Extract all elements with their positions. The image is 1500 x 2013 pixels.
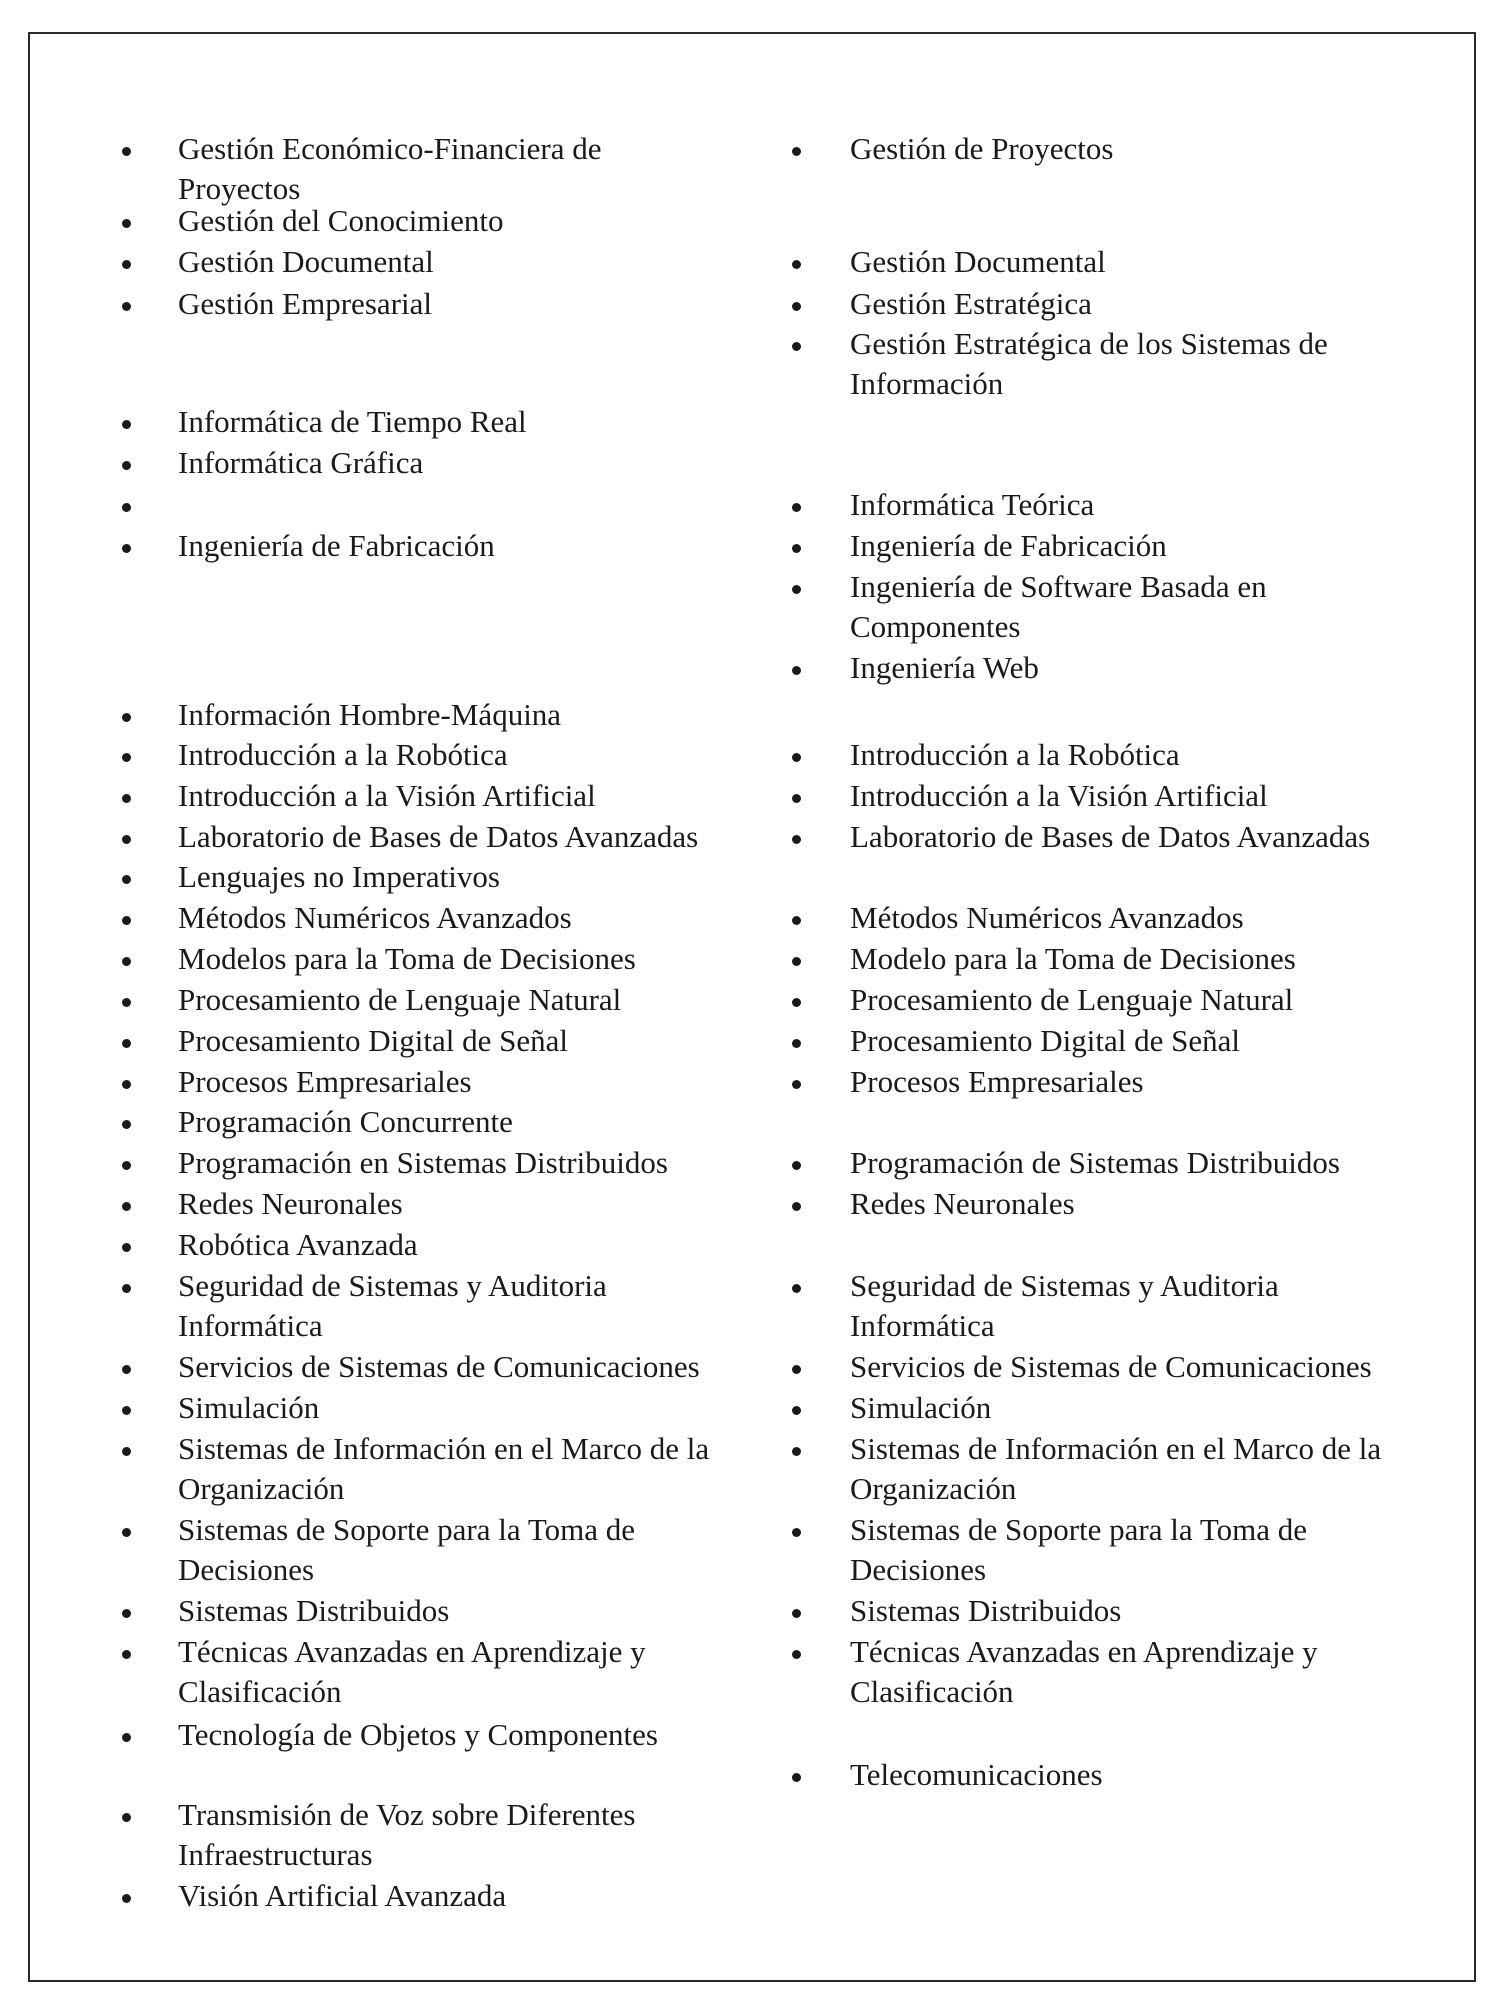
list-item: Tecnología de Objetos y Componentes xyxy=(178,1717,658,1752)
list-item: Laboratorio de Bases de Datos Avanzadas xyxy=(178,819,699,854)
bullet-icon xyxy=(122,302,131,311)
list-item: Gestión del Conocimiento xyxy=(178,203,504,238)
list-item: Procesamiento de Lenguaje Natural xyxy=(178,982,622,1017)
bullet-icon xyxy=(122,219,131,228)
bullet-icon xyxy=(122,998,131,1007)
list-item: Gestión Documental xyxy=(178,244,434,279)
bullet-icon xyxy=(792,1650,801,1659)
list-item: Ingeniería Web xyxy=(850,650,1039,685)
list-item: Servicios de Sistemas de Comunicaciones xyxy=(850,1349,1372,1384)
bullet-icon xyxy=(122,753,131,762)
bullet-icon xyxy=(122,260,131,269)
bullet-icon xyxy=(122,835,131,844)
bullet-icon xyxy=(122,1733,131,1742)
list-item: Métodos Numéricos Avanzados xyxy=(178,900,572,935)
list-item: Seguridad de Sistemas y Auditoria xyxy=(850,1268,1279,1303)
list-item: Servicios de Sistemas de Comunicaciones xyxy=(178,1349,700,1384)
bullet-icon xyxy=(792,1528,801,1537)
bullet-icon xyxy=(122,875,131,884)
bullet-icon xyxy=(792,666,801,675)
bullet-icon xyxy=(122,957,131,966)
list-item: Técnicas Avanzadas en Aprendizaje y xyxy=(850,1634,1318,1669)
bullet-icon xyxy=(122,1284,131,1293)
bullet-icon xyxy=(792,1202,801,1211)
bullet-icon xyxy=(792,794,801,803)
bullet-icon xyxy=(792,835,801,844)
list-item: Modelo para la Toma de Decisiones xyxy=(850,941,1296,976)
bullet-icon xyxy=(122,1120,131,1129)
bullet-icon xyxy=(122,1406,131,1415)
bullet-icon xyxy=(122,1528,131,1537)
bullet-icon xyxy=(122,461,131,470)
list-item: Redes Neuronales xyxy=(178,1186,403,1221)
bullet-icon xyxy=(792,998,801,1007)
bullet-icon xyxy=(122,1447,131,1456)
list-item: Introducción a la Visión Artificial xyxy=(850,778,1268,813)
bullet-icon xyxy=(122,503,131,512)
bullet-icon xyxy=(122,916,131,925)
list-item: Procesos Empresariales xyxy=(178,1064,472,1099)
bullet-icon xyxy=(792,1773,801,1782)
list-item: Gestión de Proyectos xyxy=(850,131,1114,166)
bullet-icon xyxy=(122,1080,131,1089)
list-item: Programación en Sistemas Distribuidos xyxy=(178,1145,668,1180)
bullet-icon xyxy=(792,1447,801,1456)
bullet-icon xyxy=(792,342,801,351)
list-item: Introducción a la Robótica xyxy=(850,737,1180,772)
list-item: Gestión Empresarial xyxy=(178,286,432,321)
list-item: Simulación xyxy=(850,1390,992,1425)
list-item: Clasificación xyxy=(850,1674,1014,1709)
bullet-icon xyxy=(122,1039,131,1048)
list-item: Gestión Estratégica xyxy=(850,286,1092,321)
list-item: Programación Concurrente xyxy=(178,1104,513,1139)
bullet-icon xyxy=(792,302,801,311)
list-item: Introducción a la Robótica xyxy=(178,737,508,772)
bullet-icon xyxy=(792,1365,801,1374)
list-item: Informática de Tiempo Real xyxy=(178,404,527,439)
list-item: Gestión Económico-Financiera de xyxy=(178,131,602,166)
list-item: Procesos Empresariales xyxy=(850,1064,1144,1099)
list-item: Informática Teórica xyxy=(850,487,1095,522)
list-item: Infraestructuras xyxy=(178,1837,373,1872)
bullet-icon xyxy=(792,1080,801,1089)
list-item: Introducción a la Visión Artificial xyxy=(178,778,596,813)
bullet-icon xyxy=(122,420,131,429)
list-item: Métodos Numéricos Avanzados xyxy=(850,900,1244,935)
list-item: Modelos para la Toma de Decisiones xyxy=(178,941,636,976)
list-item: Ingeniería de Software Basada en xyxy=(850,569,1267,604)
bullet-icon xyxy=(122,1202,131,1211)
bullet-icon xyxy=(792,1039,801,1048)
list-item: Visión Artificial Avanzada xyxy=(178,1878,507,1913)
bullet-icon xyxy=(122,1161,131,1170)
list-item: Sistemas de Soporte para la Toma de xyxy=(178,1512,635,1547)
list-item: Ingeniería de Fabricación xyxy=(178,528,495,563)
list-item: Informática xyxy=(178,1308,323,1343)
bullet-icon xyxy=(792,1609,801,1618)
bullet-icon xyxy=(122,713,131,722)
list-item: Información Hombre-Máquina xyxy=(178,697,562,732)
bullet-icon xyxy=(792,544,801,553)
list-item: Informática Gráfica xyxy=(178,445,424,480)
list-item: Seguridad de Sistemas y Auditoria xyxy=(178,1268,607,1303)
list-item: Procesamiento de Lenguaje Natural xyxy=(850,982,1294,1017)
bullet-icon xyxy=(122,1894,131,1903)
bullet-icon xyxy=(122,1365,131,1374)
list-item: Redes Neuronales xyxy=(850,1186,1075,1221)
list-item: Sistemas Distribuidos xyxy=(178,1593,450,1628)
bullet-icon xyxy=(122,1813,131,1822)
bullet-icon xyxy=(792,1161,801,1170)
bullet-icon xyxy=(792,1406,801,1415)
list-item: Programación de Sistemas Distribuidos xyxy=(850,1145,1340,1180)
list-item: Procesamiento Digital de Señal xyxy=(178,1023,568,1058)
bullet-icon xyxy=(792,753,801,762)
list-item: Transmisión de Voz sobre Diferentes xyxy=(178,1797,636,1832)
list-item: Componentes xyxy=(850,609,1021,644)
list-item: Sistemas de Información en el Marco de la xyxy=(850,1431,1382,1466)
bullet-icon xyxy=(792,916,801,925)
bullet-icon xyxy=(122,794,131,803)
list-item: Proyectos xyxy=(178,171,301,206)
bullet-icon xyxy=(122,1650,131,1659)
list-item: Robótica Avanzada xyxy=(178,1227,418,1262)
list-item: Informática xyxy=(850,1308,995,1343)
bullet-icon xyxy=(792,1284,801,1293)
list-item: Clasificación xyxy=(178,1674,342,1709)
bullet-icon xyxy=(122,147,131,156)
list-item: Simulación xyxy=(178,1390,320,1425)
bullet-icon xyxy=(122,544,131,553)
document-frame xyxy=(28,32,1476,1982)
list-item: Organización xyxy=(850,1471,1017,1506)
list-item: Lenguajes no Imperativos xyxy=(178,859,500,894)
list-item: Sistemas de Soporte para la Toma de xyxy=(850,1512,1307,1547)
list-item: Información xyxy=(850,366,1004,401)
list-item: Telecomunicaciones xyxy=(850,1757,1103,1792)
bullet-icon xyxy=(122,1609,131,1618)
list-item: Organización xyxy=(178,1471,345,1506)
list-item: Decisiones xyxy=(178,1552,315,1587)
bullet-icon xyxy=(792,503,801,512)
list-item: Gestión Estratégica de los Sistemas de xyxy=(850,326,1328,361)
bullet-icon xyxy=(792,147,801,156)
bullet-icon xyxy=(792,585,801,594)
list-item: Laboratorio de Bases de Datos Avanzadas xyxy=(850,819,1371,854)
list-item: Sistemas de Información en el Marco de la xyxy=(178,1431,710,1466)
list-item: Sistemas Distribuidos xyxy=(850,1593,1122,1628)
list-item: Procesamiento Digital de Señal xyxy=(850,1023,1240,1058)
bullet-icon xyxy=(792,260,801,269)
bullet-icon xyxy=(792,957,801,966)
list-item: Ingeniería de Fabricación xyxy=(850,528,1167,563)
bullet-icon xyxy=(122,1243,131,1252)
list-item: Técnicas Avanzadas en Aprendizaje y xyxy=(178,1634,646,1669)
list-item: Decisiones xyxy=(850,1552,987,1587)
list-item: Gestión Documental xyxy=(850,244,1106,279)
